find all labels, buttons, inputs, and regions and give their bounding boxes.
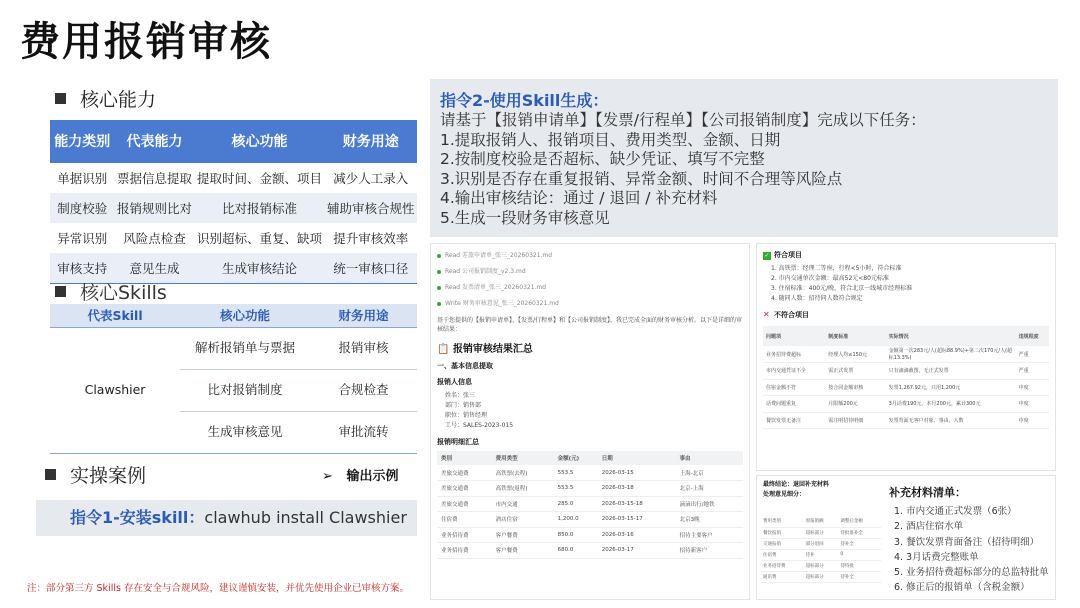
table-cell: 北京3晚	[676, 512, 743, 528]
column-header: 代表Skill	[50, 304, 180, 327]
table-cell: 2026-03-15-18	[598, 496, 676, 512]
table-row	[761, 516, 881, 527]
table-cell: 滴滴出行/地铁	[676, 496, 743, 512]
file-op-line	[437, 280, 743, 296]
file-op-line	[437, 248, 743, 264]
table-row	[50, 193, 417, 223]
final-conclusion: 最终结论：退回补充材料	[763, 481, 830, 488]
screenshot-compliance	[756, 243, 1056, 471]
table-cell: 2026-03-18	[598, 481, 676, 497]
bullet-square-icon	[55, 93, 66, 104]
table-row	[763, 379, 1049, 396]
intro-text: 基于您提供的【报销申请单】、【发票/行程单】和【公司报销制度】，我已完成全面的财务审核分析。以下是详细的审核结果：	[437, 317, 743, 333]
table-cell: 客户餐费	[492, 543, 554, 559]
command1-label: 指令1-安装skill：	[70, 508, 205, 527]
instruction-line: 5.生成一段财务审核意见	[440, 208, 610, 227]
status-dot-icon	[437, 302, 441, 306]
core-ability-table	[50, 120, 417, 284]
section-core-skills	[55, 278, 167, 305]
table-cell: 差旅交通费	[437, 496, 492, 512]
table-cell: 发票背面无客户对象、事由、人数	[886, 412, 1016, 429]
ok-item: 2. 市内交通单次金额：最高52元<80元标准	[771, 275, 889, 282]
table-cell: 住宿费	[437, 512, 492, 528]
table-cell: 需注明招待明细	[825, 412, 885, 429]
section-label: 实操案例	[70, 465, 147, 487]
table-cell: 1,200.0	[554, 512, 598, 528]
table-cell: 合规检查	[310, 369, 417, 411]
file-op-text: Write 财务审核意见_张三_20260321.md	[445, 300, 559, 307]
screenshot-supplement	[756, 475, 1056, 600]
issue-table	[763, 326, 1049, 429]
table-cell: 2026-03-15	[598, 465, 676, 481]
status-dot-icon	[437, 254, 441, 258]
info-item: 姓名：张三	[445, 392, 476, 399]
table-cell: 待批准补全	[838, 527, 881, 538]
table-cell: 提升审核效率	[333, 231, 409, 246]
table-row	[761, 549, 881, 560]
table-cell: 异常识别	[57, 231, 108, 246]
status-dot-icon	[437, 286, 441, 290]
detail-heading: 报销明细汇总	[437, 438, 479, 446]
table-cell: 3月话费190元，本月200元，累计300元	[886, 396, 1016, 413]
instruction-line: 2.按制度校验是否超标、缺少凭证、填写不完整	[440, 150, 765, 168]
adjust-table	[761, 516, 881, 583]
table-cell: 2026-03-16	[598, 527, 676, 543]
table-cell: 差旅交通费	[437, 481, 492, 497]
table-cell: 话费问题重复	[763, 396, 825, 413]
output-example-label: ➢ 输出示例	[322, 469, 399, 484]
table-cell: 业务招待费超标	[763, 346, 825, 363]
table-row	[437, 543, 743, 559]
table-cell: 经理人均≤150元	[825, 346, 885, 363]
supplement-heading: 补充材料清单：	[889, 486, 966, 499]
instruction2-box	[430, 79, 1058, 237]
table-cell: 生成审核结论	[194, 253, 324, 283]
table-cell: 交通报销	[761, 538, 804, 549]
table-cell: 报销规则比对	[115, 193, 195, 223]
ok-heading: ✓ 符合项目	[764, 251, 802, 259]
table-cell: 只有滴滴截图，无正式发票	[886, 363, 1016, 380]
ok-item: 1. 高铁票：经理二等座，行程<5小时，符合标准	[771, 265, 902, 272]
table-cell: 0	[838, 549, 881, 560]
table-row	[50, 163, 417, 193]
table-cell: 解析报销单与票据	[180, 327, 310, 369]
bad-heading: ✕ 不符合项目	[763, 310, 809, 319]
table-cell: 上海-北京	[676, 465, 743, 481]
table-cell: 中度	[1016, 412, 1049, 429]
bullet-square-icon	[55, 286, 66, 297]
table-cell: 北京-上海	[676, 481, 743, 497]
instruction-line: 3.识别是否存在重复报销、异常金额、时间不合理等风险点	[440, 169, 843, 188]
skill-name-cell: Clawshier	[50, 327, 180, 453]
table-cell: 业务招待费	[437, 527, 492, 543]
table-cell: 比对报销标准	[194, 193, 324, 223]
supplement-item: 2. 酒店住宿水单	[894, 521, 964, 533]
command1-text: clawhub install Clawshier	[204, 508, 407, 527]
table-cell: 意见生成	[115, 253, 195, 283]
table-cell: 需正式发票	[825, 363, 885, 380]
table-cell: 2026-03-15-17	[598, 512, 676, 528]
table-cell: 高铁票(去程)	[492, 465, 554, 481]
arrow-right-icon: ➢	[322, 469, 333, 484]
bullet-square-icon	[45, 469, 56, 480]
table-cell: 调整后金额	[838, 516, 881, 527]
instruction-line: 1.提取报销人、报销项目、费用类型、金额、日期	[440, 130, 781, 149]
section-label: 核心能力	[80, 89, 157, 111]
table-cell: 统一审核口径	[325, 253, 417, 283]
table-cell: 报销审核	[310, 327, 417, 369]
table-cell: 待特批	[838, 560, 881, 571]
file-op-text: Read 差旅申请单_张三_20260321.md	[445, 252, 553, 259]
column-header: 实际情况	[886, 326, 1016, 346]
column-header: 制度标准	[825, 326, 885, 346]
table-row	[763, 412, 1049, 429]
column-header: 能力类别	[50, 120, 115, 163]
ok-item: 3. 住宿标准：400元/晚，符合北京一线城市经理标准	[771, 285, 913, 292]
column-header: 事由	[676, 451, 743, 465]
table-cell: 费用类别	[761, 516, 804, 527]
clipboard-icon: 📋	[437, 344, 450, 355]
supplement-item: 4. 3月话费完整账单	[894, 551, 979, 563]
table-cell: 月限额200元	[825, 396, 885, 413]
table-cell: 金额第一次283元/人(超标88.9%)+第二次170元/人(超标13.3%)	[886, 346, 1016, 363]
table-cell: 市内交通	[492, 496, 554, 512]
supplement-item: 5. 业务招待费超标部分的总监特批单	[894, 567, 1049, 579]
table-cell: 680.0	[554, 543, 598, 559]
table-cell: 生成审核意见	[180, 411, 310, 453]
section-core-ability	[55, 85, 156, 112]
column-header: 日期	[598, 451, 676, 465]
info-item: 职位：销售经理	[445, 412, 488, 419]
table-cell: 减少人工录入	[333, 171, 409, 186]
table-cell: 酒店住宿	[492, 512, 554, 528]
column-header: 核心功能	[194, 120, 324, 163]
table-cell: 高铁票(返程)	[492, 481, 554, 497]
cross-icon: ✕	[763, 310, 770, 319]
claimant-heading: 报销人信息	[437, 378, 472, 386]
supplement-item: 3. 餐饮发票背面备注（招待明细）	[894, 536, 1040, 548]
basic-info-heading: 一、基本信息提取	[437, 362, 493, 370]
table-cell: 业务招待费	[437, 543, 492, 559]
table-cell: 553.5	[554, 465, 598, 481]
supplement-item: 1. 市内交通正式发票（6张）	[894, 506, 1017, 517]
column-header: 财务用途	[325, 120, 417, 163]
core-skills-table	[50, 304, 417, 454]
table-row	[50, 327, 417, 369]
column-header: 核心功能	[180, 304, 310, 327]
file-op-line	[437, 296, 743, 312]
table-cell: 原报销额	[804, 516, 839, 527]
column-header: 代表能力	[115, 120, 195, 163]
table-cell: 住宿费	[761, 549, 804, 560]
risk-note: 注：部分第三方 Skills 存在安全与合规风险，建议谨慎安装，并优先使用企业已审核方案。	[27, 583, 409, 594]
table-row	[437, 527, 743, 543]
table-cell: 比对报销制度	[180, 369, 310, 411]
table-cell: 单据识别	[57, 171, 108, 186]
opinion-label: 处理意见细分：	[763, 491, 806, 498]
table-cell: 待补	[804, 549, 839, 560]
instruction2-heading: 指令2-使用Skill生成：	[440, 91, 609, 110]
table-cell: 发票1,267.92元，只用1,200元	[886, 379, 1016, 396]
table-cell: 超标部分	[804, 527, 839, 538]
table-cell: 待补全	[838, 538, 881, 549]
table-row	[761, 571, 881, 582]
table-row	[761, 538, 881, 549]
table-cell: 住宿金额不符	[763, 379, 825, 396]
table-cell: 通讯费	[761, 571, 804, 582]
table-row	[437, 481, 743, 497]
table-cell: 超标部分	[804, 571, 839, 582]
table-cell: 严重	[1016, 363, 1049, 380]
table-row	[50, 223, 417, 253]
table-cell: 餐饮报销	[761, 527, 804, 538]
table-cell: 超标部分	[804, 560, 839, 571]
section-practice-case	[45, 461, 146, 488]
file-op-line	[437, 264, 743, 280]
table-row	[763, 396, 1049, 413]
table-cell: 辅助审核合规性	[325, 193, 417, 223]
table-row	[437, 496, 743, 512]
table-row	[437, 465, 743, 481]
table-cell: 2026-03-17	[598, 543, 676, 559]
table-row	[763, 346, 1049, 363]
table-cell: 审批流转	[310, 411, 417, 453]
table-cell: 制度校验	[50, 193, 115, 223]
table-cell: 850.0	[554, 527, 598, 543]
table-cell: 票据信息提取	[116, 171, 192, 186]
info-item: 工号：SALES-2023-015	[445, 422, 514, 429]
table-cell: 客户餐费	[492, 527, 554, 543]
table-cell: 招待主要客户	[676, 527, 743, 543]
table-row	[437, 512, 743, 528]
table-cell: 待补全	[838, 571, 881, 582]
table-cell: 严重	[1016, 346, 1049, 363]
column-header: 类别	[437, 451, 492, 465]
table-cell: 餐饮发票无备注	[763, 412, 825, 429]
table-cell: 中度	[1016, 396, 1049, 413]
info-item: 部门：销售部	[445, 402, 482, 409]
check-icon: ✓	[764, 252, 770, 259]
ok-item: 4. 随同人数：招待同人数符合规定	[771, 295, 863, 302]
section-label: 核心Skills	[80, 282, 167, 304]
table-cell: 市内交通凭证不全	[763, 363, 825, 380]
table-cell: 招待新客户	[676, 543, 743, 559]
table-cell: 业务招待费	[761, 560, 804, 571]
column-header: 违规程度	[1016, 326, 1049, 346]
table-row	[761, 560, 881, 571]
table-row	[763, 363, 1049, 380]
table-cell: 285.0	[554, 496, 598, 512]
table-cell: 部分退回	[804, 538, 839, 549]
screenshot-audit-summary	[430, 243, 750, 600]
table-cell: 按合同金额审核	[825, 379, 885, 396]
summary-heading: 📋 报销审核结果汇总	[437, 344, 533, 355]
column-header: 费用类型	[492, 451, 554, 465]
table-cell: 识别超标、重复、缺项	[196, 231, 322, 246]
table-cell: 553.5	[554, 481, 598, 497]
column-header: 问题项	[763, 326, 825, 346]
table-cell: 风险点检查	[123, 231, 186, 246]
table-cell: 差旅交通费	[437, 465, 492, 481]
detail-table	[437, 451, 743, 559]
table-cell: 中度	[1016, 379, 1049, 396]
table-cell: 审核支持	[50, 253, 115, 283]
column-header: 金额(元)	[554, 451, 598, 465]
status-dot-icon	[437, 270, 441, 274]
page-title: 费用报销审核	[20, 19, 272, 65]
instruction-line: 4.输出审核结论：通过 / 退回 / 补充材料	[440, 189, 718, 207]
table-row	[761, 527, 881, 538]
command1-box	[36, 500, 417, 536]
file-op-text: Read 公司报销制度_v2.3.md	[445, 268, 526, 275]
table-cell: 提取时间、金额、项目	[196, 171, 322, 186]
column-header: 财务用途	[310, 304, 417, 327]
supplement-item: 6. 修正后的报销单（含税金额）	[894, 582, 1030, 594]
file-op-text: Read 发票清单_张三_20260321.md	[445, 284, 547, 291]
instruction-line: 请基于【报销申请单】【发票/行程单】【公司报销制度】完成以下任务：	[440, 111, 926, 129]
